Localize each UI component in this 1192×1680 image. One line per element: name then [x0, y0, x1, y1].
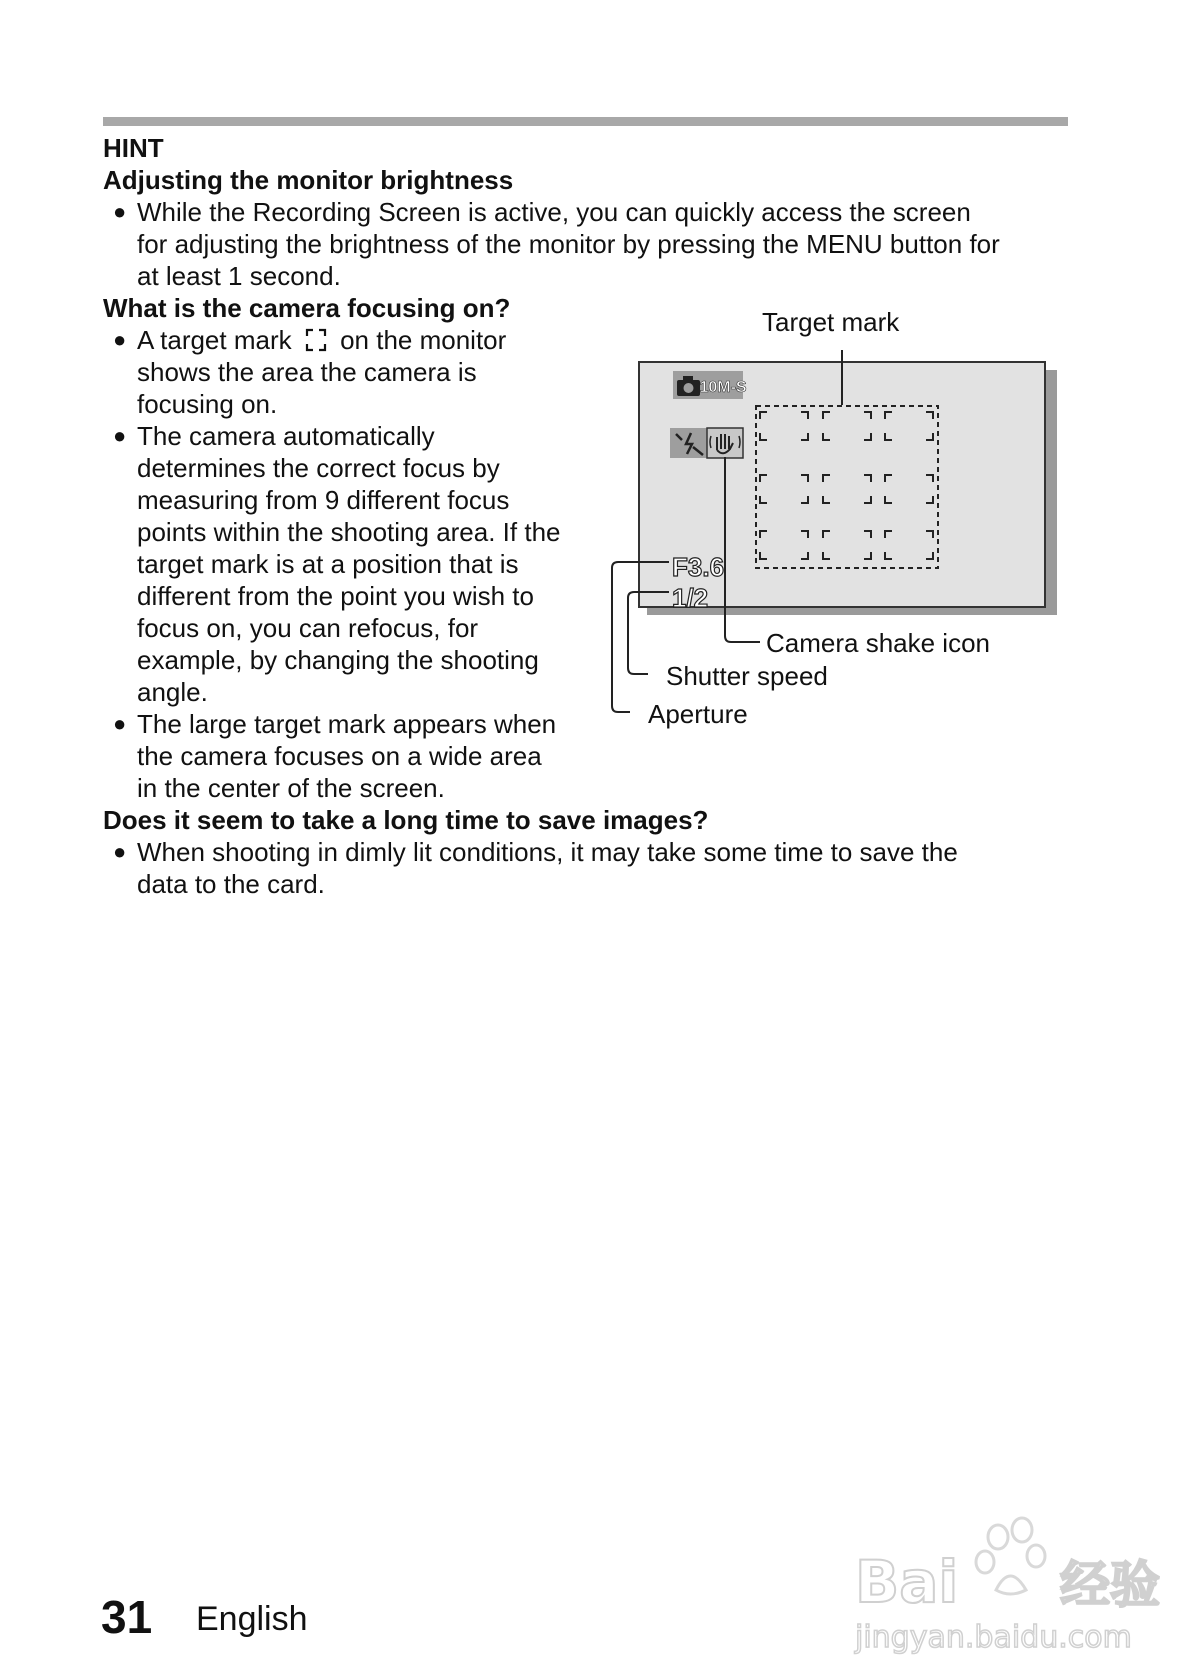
save-title: Does it seem to take a long time to save images?: [103, 805, 709, 835]
focus-bullet3-line2: the camera focuses on a wide area: [137, 741, 542, 771]
focus-bullet1-line2: shows the area the camera is: [137, 357, 477, 387]
focus-bullet1-text-b: on the monitor: [340, 325, 507, 355]
svg-text:Bai: Bai: [855, 1548, 959, 1616]
focus-bullet1-text-a: A target mark: [137, 325, 292, 355]
brightness-line-3: at least 1 second.: [137, 261, 341, 291]
bullet-dot: ●: [113, 199, 127, 224]
bullet-dot: ●: [113, 423, 127, 448]
brightness-title: Adjusting the monitor brightness: [103, 165, 514, 195]
focus-bullet2-line5: target mark is at a position that is: [137, 549, 519, 579]
camera-shake-icon: [707, 428, 743, 458]
aperture-label: Aperture: [648, 699, 748, 729]
focus-bullet3-line1: The large target mark appears when: [137, 709, 557, 739]
shutter-value: 1/2: [672, 583, 709, 613]
bullet-dot: ●: [113, 327, 127, 352]
aperture-value: F3.6: [672, 552, 725, 582]
flash-off-icon: [670, 428, 707, 458]
target-mark-label: Target mark: [762, 307, 900, 337]
bullet-dot: ●: [113, 711, 127, 736]
focus-title: What is the camera focusing on?: [103, 293, 511, 323]
focus-bullet1-line3: focusing on.: [137, 389, 278, 419]
page-number: 31: [101, 1591, 153, 1643]
brightness-line-1: While the Recording Screen is active, you can quickly access the screen: [137, 197, 971, 227]
focus-bullet2-line3: measuring from 9 different focus: [137, 485, 510, 515]
svg-text:经验: 经验: [1060, 1556, 1160, 1614]
focus-bullet2-line6: different from the point you wish to: [137, 581, 534, 611]
focus-bullet2-line2: determines the correct focus by: [137, 453, 500, 483]
camera-shake-icon-label: Camera shake icon: [766, 628, 990, 658]
focus-bullet2-line7: focus on, you can refocus, for: [137, 613, 479, 643]
brightness-line-2: for adjusting the brightness of the monitor by pressing the MENU button for: [137, 229, 1000, 259]
focus-bullet3-line3: in the center of the screen.: [137, 773, 445, 803]
focus-bullet2-line8: example, by changing the shooting: [137, 645, 539, 675]
save-line-1: When shooting in dimly lit conditions, it may take some time to save the: [137, 837, 958, 867]
focus-bullet2-line9: angle.: [137, 677, 208, 707]
focus-bullet2-line4: points within the shooting area. If the: [137, 517, 561, 547]
svg-text:jingyan.baidu.com: jingyan.baidu.com: [855, 1620, 1132, 1655]
shutter-speed-label: Shutter speed: [666, 661, 828, 691]
hint-heading: HINT: [103, 133, 164, 163]
resolution-badge: 10M-S: [699, 379, 747, 396]
save-line-2: data to the card.: [137, 869, 325, 899]
focus-bullet2-line1: The camera automatically: [137, 421, 435, 451]
bullet-dot: ●: [113, 839, 127, 864]
footer-language: English: [196, 1600, 308, 1638]
